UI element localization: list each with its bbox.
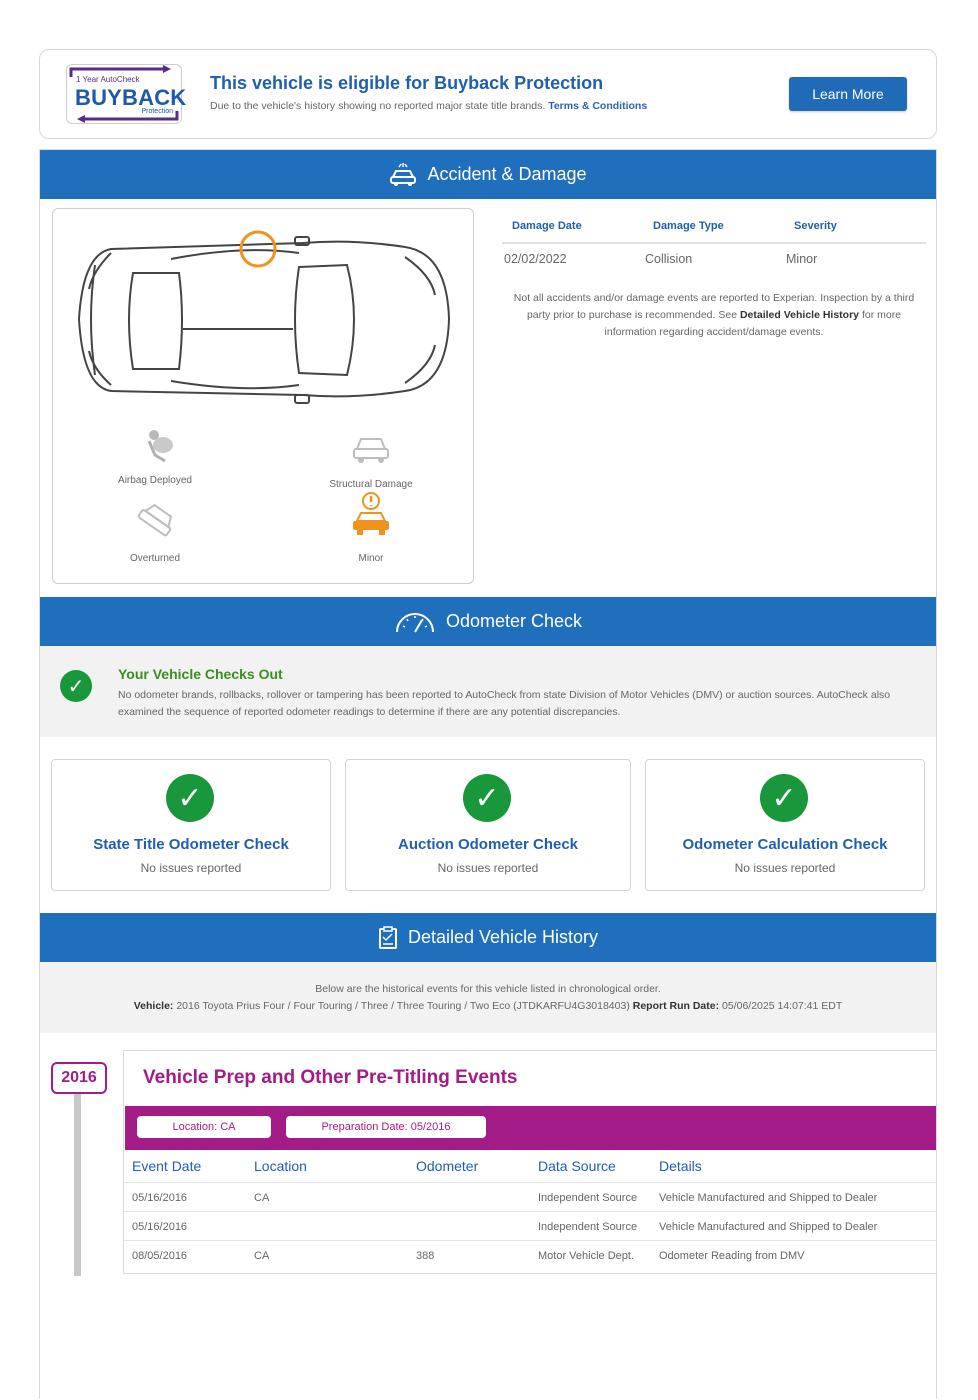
- odometer-calculation-title: Odometer Calculation Check: [682, 836, 888, 853]
- events-card: [123, 1050, 937, 1274]
- state-title-odometer-card: [51, 759, 331, 891]
- calculation-check-icon: ✓: [760, 774, 808, 822]
- report-run-value: 05/06/2025 14:07:41 EDT: [722, 1000, 843, 1012]
- structural-damage-icon: [351, 433, 391, 465]
- col-event-date: Event Date: [132, 1158, 202, 1174]
- damage-date: 02/02/2022: [504, 252, 567, 266]
- preparation-date-pill: Preparation Date: 05/2016: [286, 1116, 486, 1138]
- accident-title: Accident & Damage: [427, 164, 587, 184]
- logo-top-text: 1 Year AutoCheck: [76, 75, 140, 84]
- event-details: Vehicle Manufactured and Shipped to Dealer: [659, 1192, 878, 1204]
- report-run-label: Report Run Date:: [632, 1000, 720, 1012]
- table-row: [124, 1211, 936, 1241]
- table-row: [124, 1240, 936, 1270]
- vehicle-label: Vehicle:: [133, 1000, 174, 1012]
- damage-location-marker: [241, 232, 275, 266]
- overturned-label: Overturned: [129, 553, 181, 564]
- status-check-icon: ✓: [60, 670, 92, 702]
- terms-link[interactable]: Terms & Conditions: [548, 100, 648, 112]
- odometer-section: [39, 597, 937, 914]
- col-odometer: Odometer: [416, 1158, 479, 1174]
- state-title-odometer-status: No issues reported: [140, 861, 242, 875]
- logo-sub-text: Protection: [141, 108, 173, 115]
- status-title: Your Vehicle Checks Out: [118, 666, 283, 682]
- overturned-icon: [137, 501, 177, 537]
- auction-check-icon: ✓: [463, 774, 511, 822]
- buyback-logo: [66, 64, 187, 124]
- events-table-header: [124, 1150, 936, 1180]
- buyback-title: This vehicle is eligible for Buyback Protection: [210, 73, 604, 93]
- history-header: [40, 913, 936, 962]
- events-filter-bar: [125, 1106, 936, 1150]
- clipboard-icon: [378, 926, 398, 950]
- damage-severity: Minor: [786, 252, 818, 266]
- table-row: [124, 1182, 936, 1212]
- year-badge: 2016: [51, 1062, 107, 1094]
- airbag-icon: [141, 427, 177, 463]
- event-details: Odometer Reading from DMV: [659, 1250, 805, 1262]
- disclaimer-link-text: Detailed Vehicle History: [739, 309, 860, 321]
- odometer-calculation-status: No issues reported: [734, 861, 836, 875]
- event-odometer: 388: [416, 1250, 435, 1262]
- auction-odometer-title: Auction Odometer Check: [397, 836, 579, 853]
- event-source: Independent Source: [538, 1221, 638, 1233]
- accident-car-icon: [389, 163, 417, 187]
- status-text: No odometer brands, rollbacks, rollover or tampering has been reported to AutoCheck from state Division of Motor Vehicles (DMV) or auction sources. AutoCheck also examined the sequence of reported odometer readings to determine if there are any potential discrepancies.: [118, 689, 891, 718]
- disclaimer-text-end: for more information regarding accident/damage events.: [604, 309, 902, 338]
- odometer-status: [40, 646, 936, 737]
- minor-damage-icon: [349, 491, 393, 537]
- buyback-subtitle-text: Due to the vehicle's history showing no reported major state title brands.: [210, 100, 546, 112]
- auction-odometer-status: No issues reported: [437, 861, 539, 875]
- accident-header: [40, 150, 936, 199]
- odometer-title: Odometer Check: [445, 611, 583, 631]
- disclaimer-text: Not all accidents and/or damage events are reported to Experian. Inspection by a third party prior to purchase is recommended. See: [513, 292, 915, 321]
- state-title-check-icon: ✓: [166, 774, 214, 822]
- damage-disclaimer: [502, 290, 926, 341]
- buyback-banner: [39, 49, 937, 139]
- odometer-header: [40, 597, 936, 646]
- event-location: CA: [254, 1250, 270, 1262]
- event-date: 05/16/2016: [132, 1221, 188, 1233]
- odometer-calculation-card: [645, 759, 925, 891]
- col-damage-date: Damage Date: [512, 220, 582, 232]
- history-title: Detailed Vehicle History: [407, 927, 599, 947]
- col-location: Location: [254, 1158, 307, 1174]
- damage-diagram: [52, 208, 474, 584]
- speedometer-icon: [394, 610, 436, 634]
- logo-main-text: BUYBACK: [75, 85, 187, 110]
- learn-more-button[interactable]: Learn More: [789, 77, 907, 111]
- event-source: Motor Vehicle Dept.: [538, 1250, 634, 1262]
- event-source: Independent Source: [538, 1192, 638, 1204]
- col-severity: Severity: [794, 220, 837, 232]
- event-date: 08/05/2016: [132, 1250, 188, 1262]
- minor-label: Minor: [358, 553, 384, 564]
- structural-damage-label: Structural Damage: [329, 479, 413, 490]
- state-title-odometer-title: State Title Odometer Check: [93, 836, 289, 853]
- auction-odometer-card: [345, 759, 631, 891]
- car-topdown-icon: [53, 209, 473, 409]
- event-date: 05/16/2016: [132, 1192, 188, 1204]
- event-details: Vehicle Manufactured and Shipped to Dealer: [659, 1221, 878, 1233]
- event-location: CA: [254, 1192, 270, 1204]
- damage-table: [502, 210, 926, 274]
- history-intro: Below are the historical events for this vehicle listed in chronological order.: [315, 983, 661, 995]
- history-info: [40, 962, 936, 1033]
- location-pill: Location: CA: [137, 1116, 271, 1138]
- timeline-line: [74, 1090, 81, 1276]
- col-damage-type: Damage Type: [653, 220, 724, 232]
- col-details: Details: [659, 1158, 702, 1174]
- events-group-title: Vehicle Prep and Other Pre-Titling Events: [143, 1067, 518, 1088]
- damage-table-header: [502, 210, 926, 244]
- damage-row: [502, 244, 926, 274]
- accident-section: [39, 149, 937, 599]
- col-data-source: Data Source: [538, 1158, 616, 1174]
- buyback-subtitle: [210, 100, 647, 112]
- vehicle-value: 2016 Toyota Prius Four / Four Touring / Three / Three Touring / Two Eco (JTDKARFU4G3018403): [176, 1000, 630, 1012]
- damage-type: Collision: [645, 252, 693, 266]
- vehicle-line: [40, 1000, 936, 1012]
- airbag-label: Airbag Deployed: [118, 475, 192, 486]
